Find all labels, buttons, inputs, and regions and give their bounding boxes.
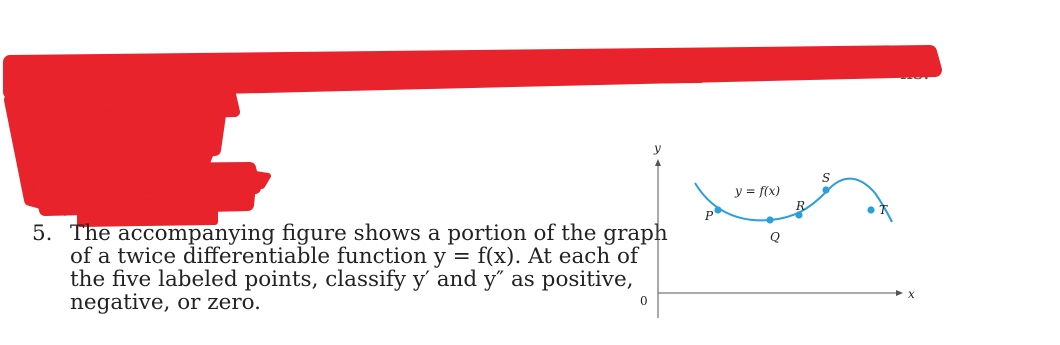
problem-line: negative, or zero. bbox=[70, 290, 261, 315]
point-s-marker bbox=[822, 186, 829, 193]
point-label: T bbox=[879, 203, 888, 217]
function-graph-figure bbox=[620, 138, 920, 328]
point-label: R bbox=[796, 199, 806, 213]
curve-label: y = f(x) bbox=[735, 184, 781, 198]
problem-line: of a twice differentiable function y = f(x). At each of bbox=[70, 244, 638, 269]
function-curve bbox=[695, 179, 892, 222]
point-t-marker bbox=[867, 206, 874, 213]
point-label: P bbox=[705, 209, 714, 223]
x-axis-label: x bbox=[908, 287, 915, 301]
point-label: S bbox=[822, 171, 831, 185]
y-axis-label: y bbox=[654, 141, 661, 155]
origin-label: 0 bbox=[640, 294, 648, 308]
problem-number: 5. bbox=[32, 221, 53, 246]
problem-5 bbox=[32, 221, 668, 315]
point-p-marker bbox=[714, 206, 721, 213]
problem-line: the five labeled points, classify y′ and y″ as positive, bbox=[70, 267, 634, 292]
point-label: Q bbox=[770, 230, 780, 244]
problem-text bbox=[70, 221, 668, 315]
point-q-marker bbox=[766, 216, 773, 223]
problem-line: The accompanying figure shows a portion of the graph bbox=[70, 221, 668, 246]
